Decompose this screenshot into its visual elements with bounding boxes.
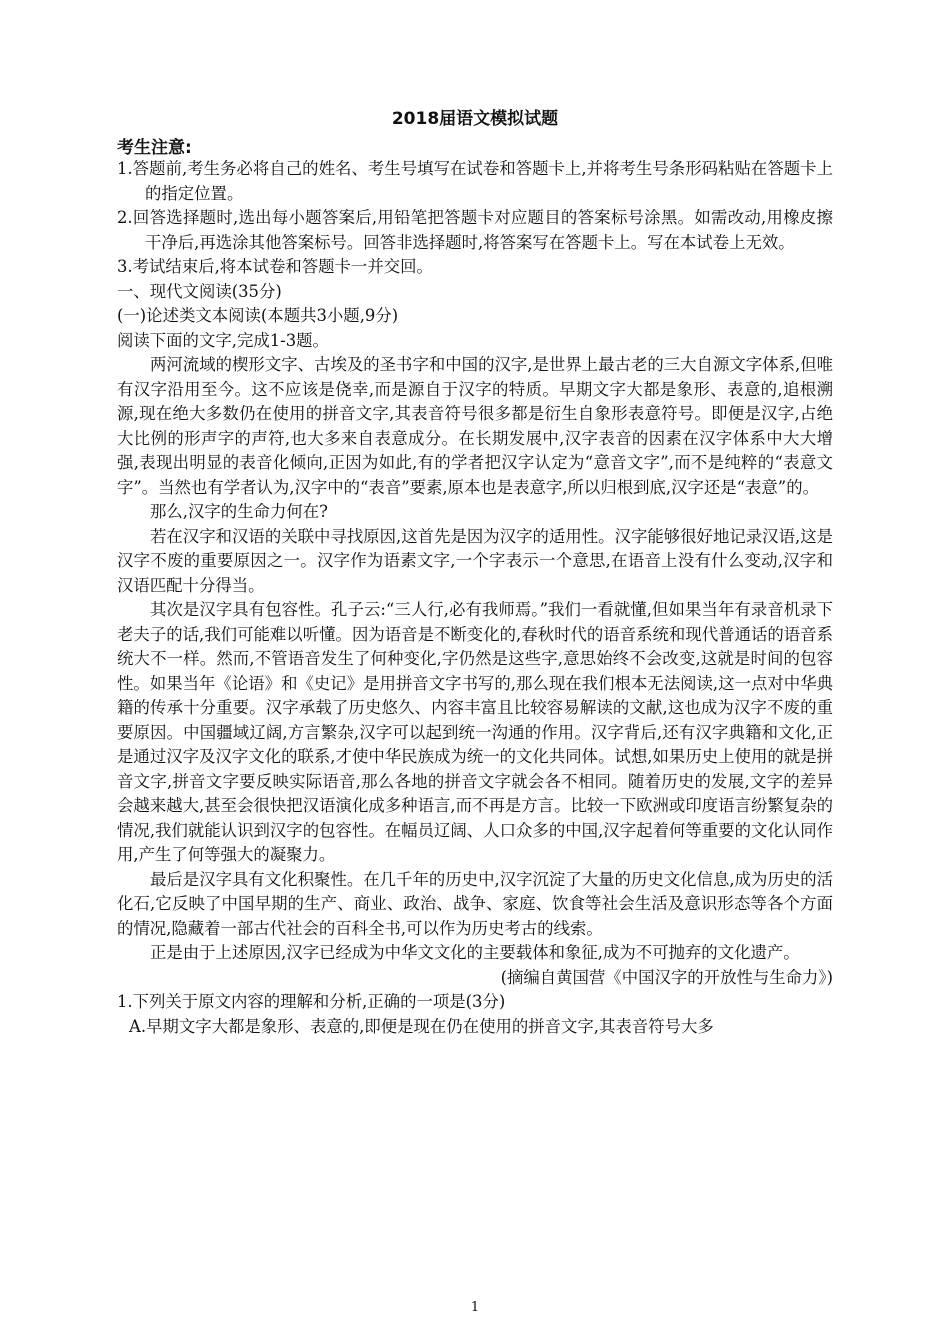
question-option-a: A.早期文字大都是象形、表意的,即便是现在仍在使用的拼音文字,其表音符号大多 xyxy=(129,1016,714,1036)
passage-paragraph: 正是由于上述原因,汉字已经成为中华文文化的主要载体和象征,成为不可抛弃的文化遗产。 xyxy=(150,943,800,962)
passage-paragraph: 那么,汉字的生命力何在? xyxy=(150,502,328,521)
passage-paragraph: 两河流域的楔形文字、古埃及的圣书字和中国的汉字,是世界上最古老的三大自源文字体系,但唯有汉字沿用至今。这不应该是侥幸,而是源自于汉字的特质。早期文字大都是象形、表意的,追根溯源,现在绝大多数仍在使用的拼音文字,其表音符号很多都是衍生自象形表意符号。即便是汉字,占绝大比例的形声字的声符,也大多来自表意成分。在长期发展中,汉字表音的因素在汉字体系中大大增强,表现出明显的表音化倾向,正因为如此,有的学者把汉字认定为“意音文字”,而不是纯粹的“表意文字”。当然也有学者认为,汉字中的“表音”要素,原本也是表意字,所以归根到底,汉字还是“表意”的。 xyxy=(117,355,833,497)
page-number: 1 xyxy=(470,1300,480,1315)
passage-paragraph: 最后是汉字具有文化积聚性。在几千年的历史中,汉字沉淀了大量的历史文化信息,成为历史的活化石,它反映了中国早期的生产、商业、政治、战争、家庭、饮食等社会生活及意识形态等各个方面的情况,隐藏着一部古代社会的百科全书,可以作为历史考古的线索。 xyxy=(117,869,833,938)
subsection-heading: (一)论述类文本阅读(本题共3小题,9分) xyxy=(117,306,399,325)
document-body xyxy=(117,157,833,1039)
notice-item: 3.考试结束后,将本试卷和答题卡一并交回。 xyxy=(117,257,433,276)
notice-item: 2.回答选择题时,选出每小题答案后,用铅笔把答题卡对应题目的答案标号涂黑。如需改动,用橡皮擦干净后,再选涂其他答案标号。回答非选择题时,将答案写在答题卡上。写在本试卷上无效。 xyxy=(117,208,833,252)
document-title: 2018届语文模拟试题 xyxy=(391,109,559,129)
passage-paragraph: 若在汉字和汉语的关联中寻找原因,这首先是因为汉字的适用性。汉字能够很好地记录汉语,这是汉字不废的重要原因之一。汉字作为语素文字,一个字表示一个意思,在语音上没有什么变动,汉字和汉语匹配十分得当。 xyxy=(117,526,833,595)
notice-item: 1.答题前,考生务必将自己的姓名、考生号填写在试卷和答题卡上,并将考生号条形码粘贴在答题卡上的指定位置。 xyxy=(117,159,833,203)
passage-source: (摘编自黄国营《中国汉字的开放性与生命力》) xyxy=(500,967,833,987)
section-heading: 一、现代文阅读(35分) xyxy=(117,281,282,301)
passage-paragraph: 其次是汉字具有包容性。孔子云:“三人行,必有我师焉。”我们一看就懂,但如果当年有录音机录下老夫子的话,我们可能难以听懂。因为语音是不断变化的,春秋时代的语音系统和现代普通话的语音系统大不一样。然而,不管语音发生了何种变化,字仍然是这些字,意思始终不会改变,这就是时间的包容性。如果当年《论语》和《史记》是用拼音文字书写的,那么现在我们根本无法阅读,这一点对中华典籍的传承十分重要。汉字承载了历史悠久、内容丰富且比较容易解读的文献,这也成为汉字不废的重要原因。中国疆域辽阔,方言繁杂,汉字可以起到统一沟通的作用。汉字背后,还有汉字典籍和文化,正是通过汉字及汉字文化的联系,才使中华民族成为统一的文化共同体。试想,如果历史上使用的就是拼音文字,拼音文字要反映实际语音,那么各地的拼音文字就会各不相同。随着历史的发展,文字的差异会越来越大,甚至会很快把汉语演化成多种语言,而不再是方言。比较一下欧洲或印度语言纷繁复杂的情况,我们就能认识到汉字的包容性。在幅员辽阔、人口众多的中国,汉字起着何等重要的文化认同作用,产生了何等强大的凝聚力。 xyxy=(117,600,833,864)
reading-instruction: 阅读下面的文字,完成1-3题。 xyxy=(117,330,329,350)
notice-heading: 考生注意: xyxy=(117,138,192,158)
question-stem: 1.下列关于原文内容的理解和分析,正确的一项是(3分) xyxy=(117,992,506,1011)
